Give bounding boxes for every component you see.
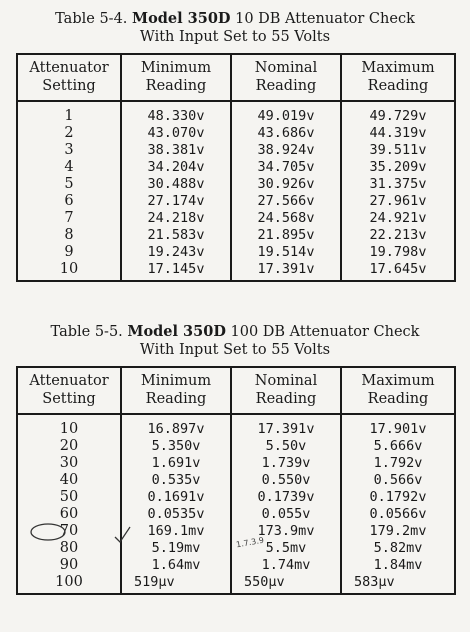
- column-header: [231, 54, 341, 101]
- reading-cell: 0.1691v: [121, 489, 231, 506]
- table-row: [17, 125, 455, 142]
- reading-cell: 34.705v: [231, 159, 341, 176]
- setting-cell: 10: [17, 414, 121, 438]
- table-row: [17, 210, 455, 227]
- column-header-line: Reading: [367, 391, 429, 407]
- reading-cell: 0.1739v: [231, 489, 341, 506]
- table-title: 100 DB Attenuator Check: [230, 324, 420, 340]
- reading-cell: 19.798v: [341, 244, 455, 261]
- setting-cell: 4: [17, 159, 121, 176]
- setting-cell: 7: [17, 210, 121, 227]
- setting-cell: 9: [17, 244, 121, 261]
- column-header-line: Setting: [42, 78, 96, 94]
- table-5-4-caption: [0, 10, 470, 46]
- table-row: [17, 142, 455, 159]
- reading-cell: 16.897v: [121, 414, 231, 438]
- reading-cell: 173.9mv: [231, 523, 341, 540]
- reading-cell: 48.330v: [121, 101, 231, 125]
- reading-cell: 30.488v: [121, 176, 231, 193]
- reading-cell: 49.729v: [341, 101, 455, 125]
- table-row: [17, 193, 455, 210]
- reading-cell: 38.381v: [121, 142, 231, 159]
- reading-cell: 519μv: [121, 574, 231, 594]
- column-header: [231, 367, 341, 414]
- table-row: [17, 455, 455, 472]
- setting-cell: 5: [17, 176, 121, 193]
- column-header: [17, 54, 121, 101]
- reading-cell: 1.691v: [121, 455, 231, 472]
- column-header-line: Nominal: [254, 373, 318, 389]
- reading-cell: 39.511v: [341, 142, 455, 159]
- column-header-line: Minimum: [140, 60, 212, 76]
- reading-cell: 19.243v: [121, 244, 231, 261]
- reading-cell: 0.0535v: [121, 506, 231, 523]
- reading-cell: 21.895v: [231, 227, 341, 244]
- column-header: [17, 367, 121, 414]
- header-row: [17, 367, 455, 414]
- setting-cell: 90: [17, 557, 121, 574]
- column-header: [121, 54, 231, 101]
- reading-cell: 35.209v: [341, 159, 455, 176]
- table-row: [17, 176, 455, 193]
- table-row: [17, 523, 455, 540]
- table-row: [17, 159, 455, 176]
- reading-cell: 44.319v: [341, 125, 455, 142]
- column-header-line: Minimum: [140, 373, 212, 389]
- setting-cell: 10: [17, 261, 121, 281]
- reading-cell: 27.961v: [341, 193, 455, 210]
- column-header-line: Setting: [42, 391, 96, 407]
- reading-cell: 43.686v: [231, 125, 341, 142]
- reading-cell: 0.1792v: [341, 489, 455, 506]
- setting-cell: 3: [17, 142, 121, 159]
- setting-cell: 50: [17, 489, 121, 506]
- table-row: [17, 227, 455, 244]
- table-subtitle: With Input Set to 55 Volts: [139, 29, 331, 45]
- table-5-5-caption: [0, 323, 470, 359]
- reading-cell: 17.645v: [341, 261, 455, 281]
- reading-cell: 1.64mv: [121, 557, 231, 574]
- reading-cell: 1.84mv: [341, 557, 455, 574]
- table-header: [17, 54, 455, 101]
- table-row: [17, 489, 455, 506]
- table-header: [17, 367, 455, 414]
- column-header: [341, 54, 455, 101]
- reading-cell: 0.055v: [231, 506, 341, 523]
- column-header: [341, 367, 455, 414]
- reading-cell: 24.218v: [121, 210, 231, 227]
- column-header-line: Attenuator: [29, 373, 109, 389]
- handwritten-note: 1.7.3.9: [235, 535, 265, 550]
- reading-cell: 24.568v: [231, 210, 341, 227]
- reading-cell: 0.535v: [121, 472, 231, 489]
- column-header-line: Nominal: [254, 60, 318, 76]
- column-header-line: Reading: [145, 78, 207, 94]
- reading-cell: 1.74mv: [231, 557, 341, 574]
- table-row: [17, 472, 455, 489]
- reading-cell: 17.391v: [231, 261, 341, 281]
- column-header-line: Maximum: [361, 60, 435, 76]
- table-row: [17, 438, 455, 455]
- table-row: [17, 540, 455, 557]
- table-row: [17, 557, 455, 574]
- reading-cell: 5.350v: [121, 438, 231, 455]
- reading-cell: 27.174v: [121, 193, 231, 210]
- attenuator-table-100db: [16, 366, 456, 595]
- reading-cell: 17.901v: [341, 414, 455, 438]
- table-subtitle: With Input Set to 55 Volts: [139, 342, 331, 358]
- reading-cell: 27.566v: [231, 193, 341, 210]
- reading-cell: 0.0566v: [341, 506, 455, 523]
- table-5-4-caption-line1: [0, 10, 470, 28]
- reading-cell: 583μv: [341, 574, 455, 594]
- reading-cell: 550μv: [231, 574, 341, 594]
- table-number: Table 5-4.: [55, 11, 128, 27]
- setting-cell: 60: [17, 506, 121, 523]
- table-row: [17, 101, 455, 125]
- table-title: 10 DB Attenuator Check: [235, 11, 415, 27]
- reading-cell: 34.204v: [121, 159, 231, 176]
- reading-cell: 1.739v: [231, 455, 341, 472]
- table-row: [17, 506, 455, 523]
- reading-cell: 38.924v: [231, 142, 341, 159]
- reading-cell: 22.213v: [341, 227, 455, 244]
- reading-cell: 169.1mv: [121, 523, 231, 540]
- setting-cell: 8: [17, 227, 121, 244]
- table-body: [17, 101, 455, 281]
- column-header-line: Maximum: [361, 373, 435, 389]
- reading-cell: 24.921v: [341, 210, 455, 227]
- column-header-line: Reading: [255, 78, 317, 94]
- model-name: Model 350D: [132, 10, 231, 27]
- reading-cell: 19.514v: [231, 244, 341, 261]
- model-name: Model 350D: [127, 323, 226, 340]
- reading-cell: 179.2mv: [341, 523, 455, 540]
- table-5-5-caption-line1: [0, 323, 470, 341]
- reading-cell: 0.566v: [341, 472, 455, 489]
- setting-cell: 100: [17, 574, 121, 594]
- table-row: [17, 244, 455, 261]
- setting-cell: 20: [17, 438, 121, 455]
- reading-cell: 31.375v: [341, 176, 455, 193]
- reading-cell: 21.583v: [121, 227, 231, 244]
- reading-cell: 1.792v: [341, 455, 455, 472]
- reading-cell: 17.145v: [121, 261, 231, 281]
- column-header-line: Reading: [255, 391, 317, 407]
- reading-cell: 5.82mv: [341, 540, 455, 557]
- setting-cell: 30: [17, 455, 121, 472]
- setting-cell: 80: [17, 540, 121, 557]
- table-body: [17, 414, 455, 594]
- column-header-line: Reading: [145, 391, 207, 407]
- table-row: [17, 414, 455, 438]
- setting-cell: 70: [17, 523, 121, 540]
- column-header-line: Attenuator: [29, 60, 109, 76]
- column-header-line: Reading: [367, 78, 429, 94]
- reading-cell: 5.666v: [341, 438, 455, 455]
- reading-cell: 5.5mv: [231, 540, 341, 557]
- reading-cell: 30.926v: [231, 176, 341, 193]
- table-row: [17, 261, 455, 281]
- reading-cell: 5.50v: [231, 438, 341, 455]
- reading-cell: 17.391v: [231, 414, 341, 438]
- reading-cell: 0.550v: [231, 472, 341, 489]
- setting-cell: 1: [17, 101, 121, 125]
- reading-cell: 5.19mv: [121, 540, 231, 557]
- setting-cell: 6: [17, 193, 121, 210]
- table-number: Table 5-5.: [50, 324, 123, 340]
- table-row: [17, 574, 455, 594]
- attenuator-table-10db: [16, 53, 456, 282]
- setting-cell: 40: [17, 472, 121, 489]
- reading-cell: 49.019v: [231, 101, 341, 125]
- column-header: [121, 367, 231, 414]
- setting-cell: 2: [17, 125, 121, 142]
- reading-cell: 43.070v: [121, 125, 231, 142]
- header-row: [17, 54, 455, 101]
